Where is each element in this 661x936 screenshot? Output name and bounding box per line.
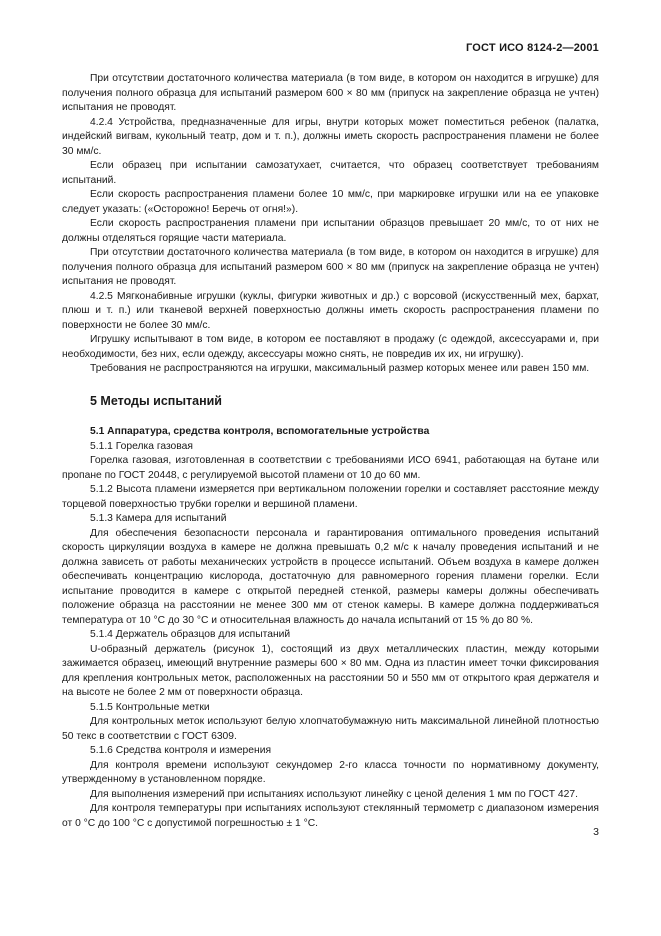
paragraph: Если скорость распространения пламени при испытании образцов превышает 20 мм/с, то от них не должны отделяться горящие части материала. — [62, 218, 599, 244]
section-title: 5 Методы испытаний — [90, 393, 222, 408]
paragraph: 5.1.2 Высота пламени измеряется при вертикальном положении горелки и составляет расстояние между торцевой поверхностью трубки горелки и вершиной пламени. — [62, 484, 599, 510]
paragraph: Если скорость распространения пламени более 10 мм/с, при маркировке игрушки или на ее упаковке следует указать: («Осторожно! Беречь от огня!»). — [62, 189, 599, 215]
paragraph: Для контроля температуры при испытаниях используют стеклянный термометр с диапазоном измерения от 0 °С до 100 °С с допустимой погрешностью ± 1 °С. — [62, 803, 599, 829]
clause-heading: 5.1.3 Камера для испытаний — [90, 513, 227, 524]
paragraph: Если образец при испытании самозатухает, считается, что образец соответствует требованиям испытаний. — [62, 160, 599, 186]
clause-heading: 5.1.5 Контрольные метки — [90, 701, 210, 713]
paragraph: Для контроля времени используют секундомер 2-го класса точности по нормативному документу, утвержденному в установленном порядке. — [62, 759, 599, 785]
page-number: 3 — [593, 826, 599, 838]
subsection-title: 5.1 Аппаратура, средства контроля, вспомогательные устройства — [90, 426, 430, 437]
document-body — [62, 72, 599, 831]
paragraph: Для обеспечения безопасности персонала и гарантирования оптимального проведения испытаний скорость циркуляции воздуха в камере не должна превышать 0,2 м/с к началу проведения испытаний и не должна зависеть от работы механических устройств в процессе испытаний. Объем воздуха в камере должен обеспечивать концентрацию кислорода, достаточную для равномерного горения пламени горелки. Если испытание проводится в камере с открытой передней стенкой, размеры камеры должны обеспечивать положение образца на расстоянии не менее 300 мм от стенок камеры. В камере должна поддерживаться температура от 10 °С до 30 °С и относительная влажность до начала испытаний от 15 % до 80 %. — [62, 527, 599, 626]
clause-heading: 5.1.6 Средства контроля и измерения — [90, 745, 272, 756]
paragraph: 4.2.5 Мягконабивные игрушки (куклы, фигурки животных и др.) с ворсовой (искусственный мех, бархат, плюш и т. п.) или тканевой верхней поверхностью должны иметь скорость распространения пламени по поверхности не более 30 мм/с. — [62, 290, 599, 331]
paragraph: При отсутствии достаточного количества материала (в том виде, в котором он находится в игрушке) для получения полного образца для испытаний размером 600 × 80 мм (припуск на закрепление образца не учтен) испытания не проводят. — [62, 73, 599, 113]
paragraph: Игрушку испытывают в том виде, в котором ее поставляют в продажу (с одеждой, аксессуарами и, при необходимости, без них, если одежду, аксессуары можно снять, не повредив их их, ни игрушку). — [62, 334, 599, 360]
paragraph: Горелка газовая, изготовленная в соответствии с требованиями ИСО 6941, работающая на бутане или пропане по ГОСТ 20448, с регулируемой высотой пламени от 10 до 60 мм. — [62, 455, 599, 481]
clause-heading: 5.1.1 Горелка газовая — [90, 440, 193, 452]
paragraph: При отсутствии достаточного количества материала (в том виде, в котором он находится в игрушке) для получения полного образца для испытаний размером 600 × 80 мм (припуск на закрепление образца не учтен) испытания не проводят. — [62, 247, 599, 287]
paragraph: Для выполнения измерений при испытаниях используют линейку с ценой деления 1 мм по ГОСТ 427. — [90, 788, 578, 800]
paragraph: Для контрольных меток используют белую хлопчатобумажную нить максимальной линейной плотностью 50 текс в соответствии с ГОСТ 6309. — [62, 716, 599, 742]
paragraph: 4.2.4 Устройства, предназначенные для игры, внутри которых может поместиться ребенок (палатка, индейский вигвам, кукольный театр, дом и т. п.), должны иметь скорость распространения пламени не более 30 мм/с. — [62, 116, 599, 157]
paragraph: U-образный держатель (рисунок 1), состоящий из двух металлических пластин, между которыми зажимается образец, имеющий внутренние размеры 600 × 80 мм. Одна из пластин имеет точки фиксирования для крепления контрольных меток, расположенных на расстоянии 50 и 550 мм от открытого края держателя и на высоте не более 2 мм от поверхности образца. — [62, 643, 599, 698]
clause-heading: 5.1.4 Держатель образцов для испытаний — [90, 629, 291, 640]
paragraph: Требования не распространяются на игрушки, максимальный размер которых менее или равен 150 мм. — [90, 363, 590, 374]
document-header: ГОСТ ИСО 8124-2—2001 — [465, 42, 599, 54]
